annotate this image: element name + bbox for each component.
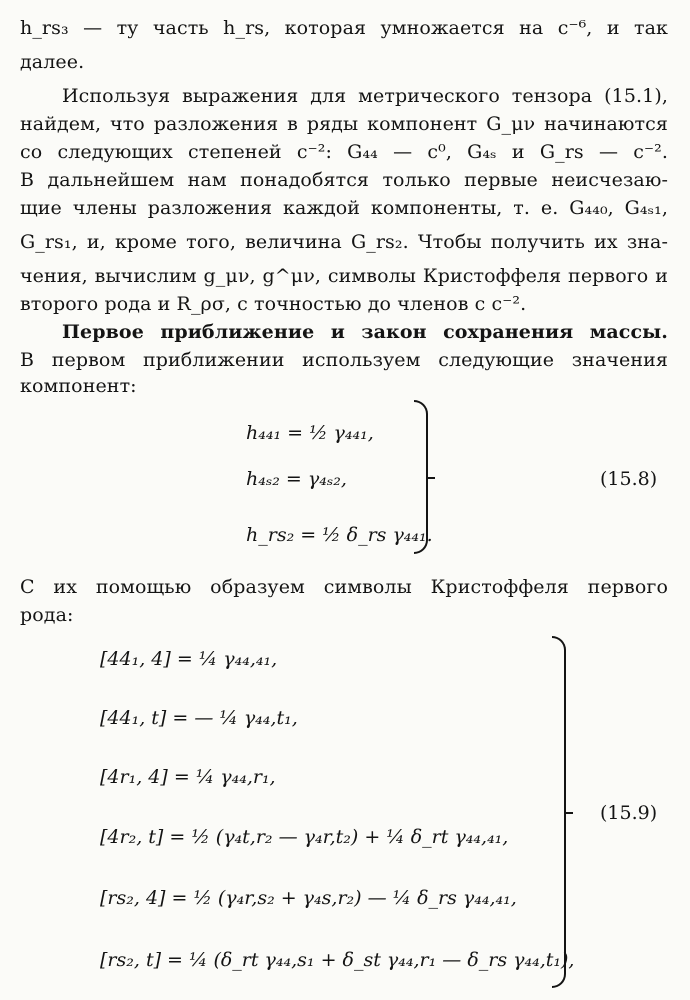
text-line: щие члены разложения каждой компоненты, т. е. G₄₄₀, G₄ₛ₁, [20, 197, 668, 219]
text-line: h_rs₃ — ту часть h_rs, которая умножается на c⁻⁶, и так [20, 17, 668, 39]
text-line: чения, вычислим g_μν, g^μν, символы Кристоффеля первого и [20, 265, 668, 287]
text-line: со следующих степеней c⁻²: G₄₄ — c⁰, G₄ₛ и G_rs — c⁻². [20, 141, 668, 163]
text-line: G_rs₁, и, кроме того, величина G_rs₂. Чтобы получить их зна- [20, 231, 668, 253]
text-line: В первом приближении используем следующие значения [20, 349, 668, 371]
text-line: С их помощью образуем символы Кристоффеля первого [20, 576, 668, 598]
equation-row: [44₁, 4] = ¼ γ₄₄,₄₁, [100, 648, 278, 670]
text-line: компонент: [20, 375, 137, 397]
equation-number: (15.9) [600, 802, 658, 824]
equation-row: [rs₂, 4] = ½ (γ₄r,s₂ + γ₄s,r₂) — ¼ δ_rs γ₄₄,₄₁, [100, 887, 517, 909]
text-line: Используя выражения для метрического тензора (15.1), [62, 85, 668, 107]
equation-row: h₄ₛ₂ = γ₄ₛ₂, [246, 468, 347, 490]
equation-row: h₄₄₁ = ½ γ₄₄₁, [246, 422, 374, 444]
equation-row: [44₁, t] = — ¼ γ₄₄,t₁, [100, 707, 298, 729]
equation-row: h_rs₂ = ½ δ_rs γ₄₄₁. [246, 524, 433, 546]
section-heading: Первое приближение и закон сохранения массы. [62, 321, 668, 343]
equation-row: [rs₂, t] = ¼ (δ_rt γ₄₄,s₁ + δ_st γ₄₄,r₁ — δ_rs γ₄₄,t₁), [100, 949, 575, 971]
text-line: второго рода и R_ρσ, с точностью до членов с c⁻². [20, 293, 527, 315]
text-line: рода: [20, 604, 74, 626]
text-line: найдем, что разложения в ряды компонент G_μν начинаются [20, 113, 668, 135]
text-line: В дальнейшем нам понадобятся только первые неисчезаю- [20, 169, 668, 191]
equation-row: [4r₁, 4] = ¼ γ₄₄,r₁, [100, 766, 276, 788]
equation-row: [4r₂, t] = ½ (γ₄t,r₂ — γ₄r,t₂) + ¼ δ_rt γ₄₄,₄₁, [100, 826, 509, 848]
equation-number: (15.8) [600, 468, 658, 490]
text-line: далее. [20, 51, 85, 73]
equation-brace [552, 636, 566, 988]
